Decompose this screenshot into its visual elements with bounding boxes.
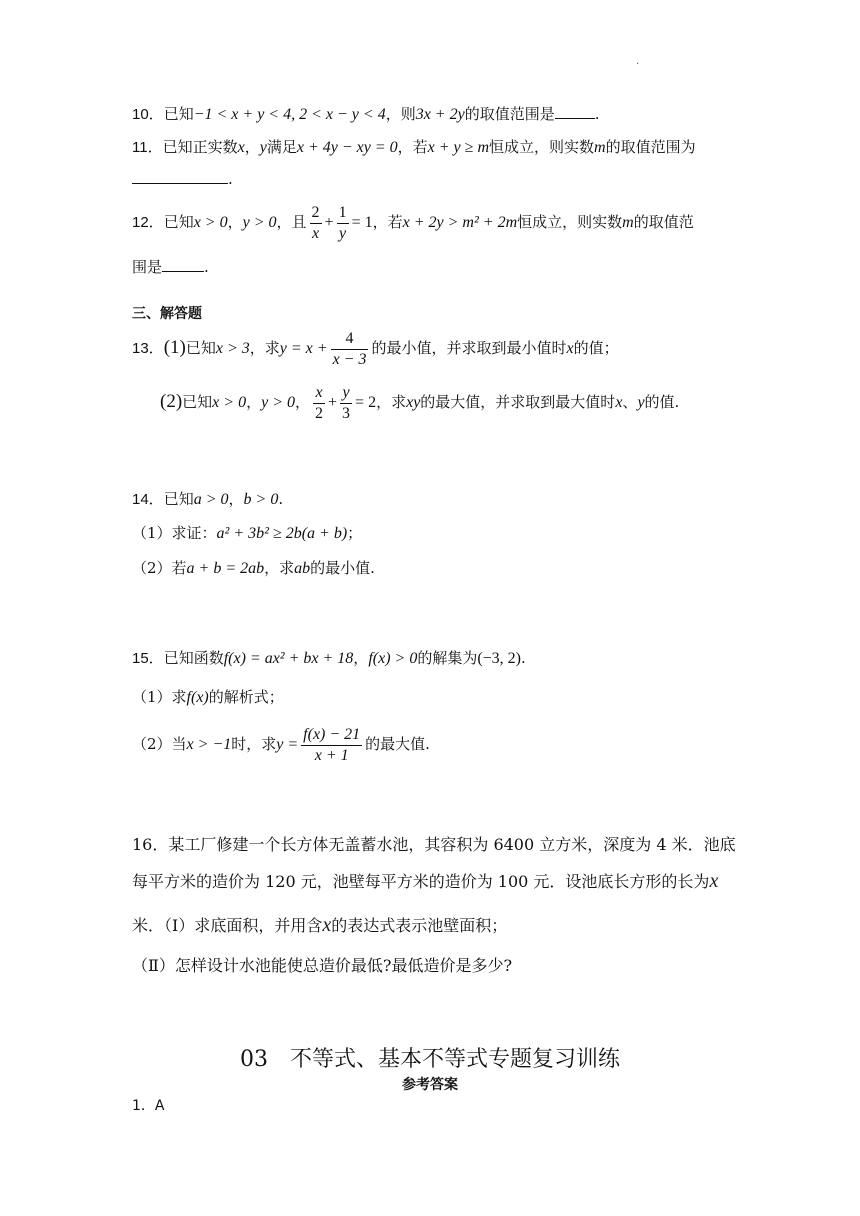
q13-p2-text-e: 的最大值，并求取到最大值时	[420, 393, 616, 411]
question-16-line-3	[132, 914, 507, 937]
q12-text-d: ，若	[372, 213, 403, 231]
q15-text-c: 的解集为	[417, 649, 478, 667]
q12-fraction-1: $\frac{2}{x}$	[311, 203, 320, 242]
q14-end: .	[278, 490, 284, 508]
q13-p1-condition: x > 3	[215, 340, 250, 357]
q10-text-b: ，则	[385, 105, 416, 123]
q15-p2-y: y =	[276, 736, 299, 753]
q11-text-e: 恒成立，则实数	[489, 138, 595, 156]
q13-p2-var-xy: xy	[406, 394, 421, 411]
q13-p1-var-x: x	[566, 340, 574, 357]
q11-text-c: 满足	[266, 138, 297, 156]
q13-p2-text-a: 已知	[182, 393, 213, 411]
q11-var-x: x	[237, 139, 245, 156]
q10-number: 10．	[132, 106, 164, 123]
q14-p1-end: ；	[347, 524, 363, 542]
q10-expression: 3x + 2y	[415, 106, 465, 123]
section-heading: 三、解答题	[132, 306, 202, 322]
q12-text-g: 围是	[132, 258, 163, 276]
q15-p1-text: 的解析式；	[208, 688, 284, 706]
q11-text-d: ，若	[397, 138, 428, 156]
q13-p2-cond-y: y > 0	[261, 394, 295, 411]
question-13-part-1	[132, 326, 619, 371]
question-11-blank-line	[132, 168, 233, 190]
q13-p2-text-d: ，求	[376, 393, 407, 411]
q11-text-f: 的取值范围为	[605, 138, 696, 156]
q15-solution-set: (−3, 2)	[477, 650, 522, 667]
q13-p2-equals: = 2	[355, 394, 377, 411]
question-14	[132, 488, 283, 511]
q12-answer-blank[interactable]	[162, 257, 204, 272]
answer-1: 1．A	[132, 1098, 165, 1114]
q15-end: .	[521, 649, 526, 667]
question-16-line-4: （Ⅱ）怎样设计水池能使总造价最低?最低造价是多少?	[132, 956, 513, 975]
q16-var-x-2: x	[322, 914, 332, 936]
q12-cond-y: y > 0	[242, 214, 277, 231]
q16-line-3-text-b: 的表达式表示池壁面积；	[331, 916, 508, 935]
question-16-line-1: 16．某工厂修建一个长方体无盖蓄水池，其容积为 6400 立方米，深度为 4 米．池底	[132, 835, 736, 854]
q14-p2-label: （2）若	[132, 559, 187, 577]
q14-p2-end: 的最小值.	[310, 559, 375, 577]
q10-text-a: 已知	[163, 105, 194, 123]
q12-fraction-2: $\frac{1}{y}$	[338, 203, 347, 242]
q10-text-c: 的取值范围是	[464, 105, 555, 123]
q10-answer-blank[interactable]	[555, 104, 595, 119]
q14-cond-a: a > 0	[193, 491, 229, 508]
q10-condition: −1 < x + y < 4, 2 < x − y < 4	[193, 106, 386, 123]
q16-line-2-text: 每平方米的造价为 120 元，池壁每平方米的造价为 100 元．设池底长方形的长为	[132, 872, 710, 891]
q14-p2-var-ab: ab	[294, 560, 311, 577]
q14-text-b: ，	[228, 490, 244, 508]
q16-var-x: x	[709, 870, 719, 892]
q12-plus: +	[324, 214, 334, 231]
q13-p1-text-c: 的最小值，并求取到最小值时	[371, 339, 567, 357]
q15-p1-label: （1）求	[132, 688, 187, 706]
q14-p1-label: （1）求证：	[132, 524, 217, 542]
q14-number: 14．	[132, 491, 164, 508]
q13-p1-label: (1)	[163, 337, 186, 358]
q14-p1-inequality: a² + 3b² ≥ 2b(a + b)	[216, 525, 348, 542]
question-14-part-1	[132, 522, 362, 545]
answers-title: 03 不等式、基本不等式专题复习训练	[240, 1047, 620, 1072]
q13-p2-fraction-2: $\frac{y}{3}$	[342, 383, 351, 422]
q16-line-3-text-a: 米．（Ⅰ）求底面积，并用含	[132, 916, 323, 935]
q15-text-b: ，	[353, 649, 369, 667]
q11-answer-blank[interactable]	[132, 169, 228, 184]
q12-text-c: ，且	[276, 213, 307, 231]
q11-text-b: ，	[244, 138, 260, 156]
q12-var-m: m	[622, 214, 634, 231]
question-13-part-2	[160, 380, 679, 425]
q13-p2-plus: +	[328, 394, 338, 411]
q12-equals: = 1	[351, 214, 373, 231]
q12-number: 12．	[132, 214, 164, 231]
question-15-part-2	[132, 722, 430, 767]
question-15-part-1	[132, 686, 284, 709]
q15-function: f(x) = ax² + bx + 18	[223, 650, 354, 667]
q12-text-a: 已知	[163, 213, 194, 231]
q11-var-m: m	[594, 139, 606, 156]
q13-number: 13．	[132, 340, 164, 357]
q12-text-e: 恒成立，则实数	[517, 213, 623, 231]
question-16-line-2	[132, 870, 718, 893]
q15-p2-label: （2）当	[132, 735, 187, 753]
q14-cond-b: b > 0	[243, 491, 279, 508]
q11-end: .	[228, 170, 233, 188]
question-11	[132, 136, 696, 159]
q13-p2-cond-x: x > 0	[212, 394, 247, 411]
q14-p2-text: ，求	[264, 559, 295, 577]
q15-text-a: 已知函数	[163, 649, 224, 667]
q15-p2-text-b: 的最大值.	[365, 735, 430, 753]
question-12-line-2	[132, 256, 209, 278]
q10-end: .	[594, 105, 600, 123]
q15-p2-condition: x > −1	[186, 736, 232, 753]
q14-text-a: 已知	[163, 490, 194, 508]
q13-p2-var-x: x	[615, 394, 623, 411]
q13-p1-text-b: ，求	[249, 339, 280, 357]
q13-p1-function: y = x +	[279, 340, 328, 357]
q13-p2-label: (2)	[160, 391, 183, 412]
q12-inequality: x + 2y > m² + 2m	[402, 214, 518, 231]
q13-p2-sep: 、	[622, 393, 638, 411]
q15-p2-fraction: $\frac{f(x) - 21}{x + 1}$	[303, 725, 361, 764]
q13-p2-text-c: ，	[295, 393, 311, 411]
q13-p2-text-b: ，	[246, 393, 262, 411]
q15-number: 15．	[132, 650, 164, 667]
q11-var-y: y	[259, 139, 267, 156]
question-15	[132, 647, 526, 670]
q11-inequality: x + y ≥ m	[427, 139, 489, 156]
question-12	[132, 200, 694, 245]
q13-p2-fraction-1: $\frac{x}{2}$	[315, 383, 324, 422]
answers-subtitle: 参考答案	[402, 1077, 458, 1093]
header-mark: .	[636, 56, 640, 67]
q14-p2-condition: a + b = 2ab	[186, 560, 265, 577]
q12-end: .	[204, 258, 209, 276]
q15-inequality: f(x) > 0	[368, 650, 418, 667]
q15-p1-function: f(x)	[186, 689, 209, 706]
q12-text-f: 的取值范	[633, 213, 694, 231]
q13-p2-text-f: 的值.	[644, 393, 680, 411]
q15-p2-text-a: 时，求	[231, 735, 277, 753]
q13-p1-text-d: 的值；	[573, 339, 619, 357]
q13-p1-text-a: 已知	[185, 339, 216, 357]
question-14-part-2	[132, 557, 375, 580]
q11-equation: x + 4y − xy = 0	[296, 139, 398, 156]
q11-number: 11．	[132, 139, 163, 156]
q12-cond-x: x > 0	[193, 214, 228, 231]
q13-p1-fraction: $\frac{4}{x - 3}$	[332, 329, 367, 368]
question-10	[132, 103, 600, 126]
q13-p2-var-y: y	[637, 394, 645, 411]
q11-text-a: 已知正实数	[162, 138, 238, 156]
q12-text-b: ，	[227, 213, 243, 231]
